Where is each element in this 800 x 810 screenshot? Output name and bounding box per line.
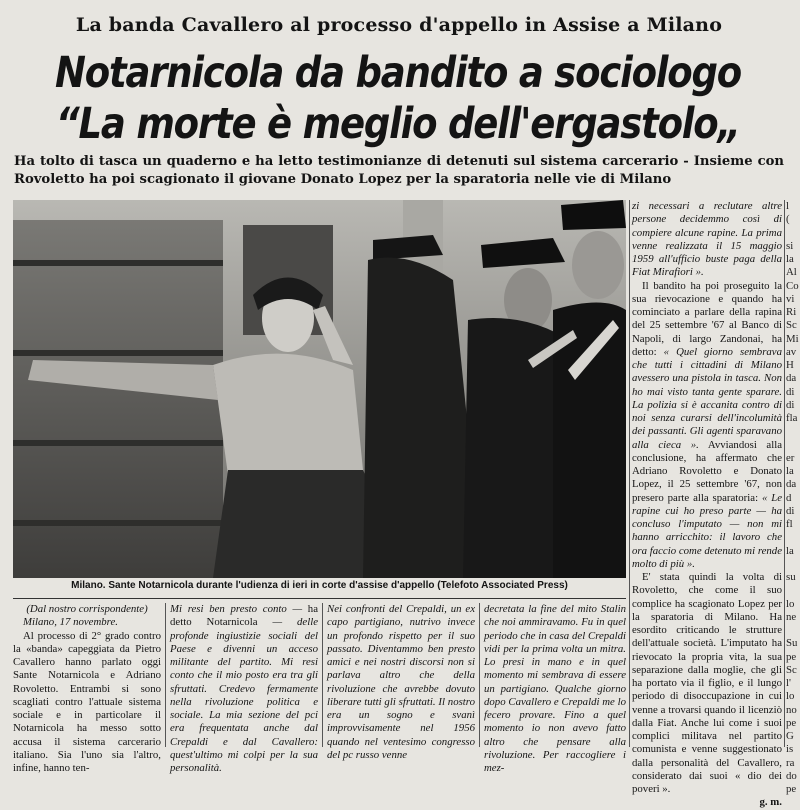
edge-text-fragment: ( xyxy=(786,213,790,226)
author-signature: g. m. xyxy=(759,796,782,809)
byline: (Dal nostro corrispondente) xyxy=(26,603,148,615)
narrative-text: Il bandito ha poi proseguito la sua rievocazione e quando ha cominciato a parlare della rapina del 25 settembre '67 al Banco di Napoli, di largo Zandonai, ha detto: xyxy=(632,279,782,358)
edge-text-fragment: pe xyxy=(786,716,797,729)
quote-text: « Le rapine cui ho preso parte — ha concluso l'imputato — non mi hanno arricchito: il lavoro che ora faccio come detenuto mi rende molto di più ». xyxy=(632,491,782,570)
edge-text-fragment xyxy=(786,425,800,438)
caption-divider xyxy=(13,598,626,599)
edge-text-fragment: fl xyxy=(786,518,793,530)
edge-text-fragment: di xyxy=(786,504,795,517)
edge-text-fragment: pe xyxy=(786,783,797,795)
edge-text-fragment: is xyxy=(786,743,794,756)
edge-text-fragment: no xyxy=(786,703,797,716)
edge-text-fragment: l' xyxy=(786,677,791,689)
photo-caption: Milano. Sante Notarnicola durante l'udienza di ieri in corte d'assise d'appello (Telefoto Associated Press) xyxy=(71,580,568,591)
edge-text-fragment: da xyxy=(786,372,797,385)
edge-text-fragment: la xyxy=(786,465,794,477)
edge-text-fragment xyxy=(786,584,800,597)
edge-text-fragment: Al xyxy=(786,266,797,279)
column-rule xyxy=(479,603,480,747)
column-text xyxy=(632,280,782,572)
main-headline-line-2: “La morte è meglio dell'ergastolo„ xyxy=(55,98,741,149)
edge-text-fragment xyxy=(786,439,800,452)
column-rule xyxy=(322,603,323,747)
column-text: Nei confronti del Crepaldi, un ex capo partigiano, nutrivo invece un profondo rispetto per il suo passato. Diventammo ben presto amici e nei nostri discorsi non si parlava altro che della rivoluzione che avrebbe dovuto liberare tutti gli sfruttati. Il nostro era un sogno e svanì improvvisamente nel 1956 quando nel ventesimo congresso del pc russo venne xyxy=(327,603,475,761)
deck-subheadline: Ha tolto di tasca un quaderno e ha letto testimonianze di detenuti sul sistema carcerario - Insieme con Rovoletto ha poi scagionato il giovane Donato Lopez per la sparatoria nelle vie di Milano xyxy=(14,154,784,187)
edge-text-fragment: di xyxy=(786,385,795,398)
edge-text-fragment xyxy=(786,227,800,240)
edge-text-fragment: su xyxy=(786,571,796,583)
edge-text-fragment: l xyxy=(786,200,789,212)
edge-text-fragment: fla xyxy=(786,412,798,424)
article-column-1 xyxy=(13,603,161,774)
edge-text-fragment: er xyxy=(786,451,795,464)
edge-text-fragment: ne xyxy=(786,610,797,623)
edge-text-fragment: Sc xyxy=(786,663,797,676)
column-text: decretata la fine del mito Stalin che noi ammiravamo. Fu in quel periodo che in casa del Crepaldi vidi per la prima volta un mitra. Lo presi in mano e in quel momento mi sembrava di essere un partigiano. Qualche giorno dopo Cavallero e Crepaldi me lo fecero provare. Fino a quel momento io non avevo fatto altro che pensare alla rivoluzione. Per raccogliere i mez- xyxy=(484,603,626,774)
edge-text-fragment: di xyxy=(786,398,795,411)
edge-text-fragment: la xyxy=(786,544,794,557)
article-column-4 xyxy=(484,603,626,774)
edge-text-fragment: la xyxy=(786,253,794,265)
edge-text-fragment: av xyxy=(786,345,797,358)
edge-text-fragment: H xyxy=(786,359,794,371)
edge-text-fragment xyxy=(786,558,800,571)
column-rule xyxy=(165,603,166,747)
edge-text-fragment: vi xyxy=(786,292,795,305)
column-rule xyxy=(629,200,630,747)
edge-text-fragment: ra xyxy=(786,756,795,769)
edge-text-fragment xyxy=(786,624,800,637)
narrative-text: Avviandosi alla conclusione, ha affermato che Adriano Rovoletto e Donato Lopez, il 25 settembre '67, non presero parte alla sparatoria: xyxy=(632,438,782,504)
edge-text-fragment: da xyxy=(786,478,797,491)
edge-text-fragment: d xyxy=(786,491,792,504)
article-column-5 xyxy=(632,200,782,809)
news-photo xyxy=(13,200,626,578)
article-column-2 xyxy=(170,603,318,774)
edge-text-fragment: Mi xyxy=(786,332,799,345)
dateline: Milano, 17 novembre. xyxy=(23,616,118,629)
column-text: Al processo di 2° grado contro la «banda» capeggiata da Pietro Cavallero hanno parlato oggi Sante Notarnicola e Adriano Rovoletto. Entrambi si sono scagliati contro l'attuale sistema sociale e in particolare il Notarnicola ha messo sotto accusa il sistema carcerario italiano. Sia l'uno sia l'altro, infine, hanno ten- xyxy=(13,629,161,774)
quote-text: Mi resi ben presto conto — xyxy=(170,603,308,615)
edge-text-fragment: si xyxy=(786,239,794,252)
column-text: E' stata quindi la volta di Rovoletto, che come il suo complice ha scagionato Lopez per la sparatoria di Milano. Ha esordito criticando le strutture dell'attuale società. L'imputato ha rievocato la propria vita, la sua separazione dalla moglie, che gli ha portato via il figlio, e il lungo periodo di disoccupazione in cui venne a trovarsi quando il licenziò dalla Fiat. Anche lui come i suoi complici militava nel partito comunista e venne suggestionato dalla personalità del Cavallero, considerato dai suoi « dio dei poveri ». xyxy=(632,571,782,795)
adjacent-article-fragment xyxy=(786,200,800,795)
edge-text-fragment: Su xyxy=(786,637,798,650)
quote-text: — delle profonde ingiustizie sociali del Paese e divenni un acceso militante del partito. Mi resi conto che il mio posto era tra gli sfruttati. Credevo fermamente nella rivoluzione politica e sociale. La mia sezione del pci era frequentata anche dal Crepaldi e dal Cavallero: quest'ultimo mi colpi per la sua personalità. xyxy=(170,616,318,774)
kicker-headline: La banda Cavallero al processo d'appello in Assise a Milano xyxy=(75,14,723,36)
courtroom-photo-illustration xyxy=(13,200,626,578)
edge-text-fragment: Ri xyxy=(786,306,797,318)
main-headline-line-1: Notarnicola da bandito a sociologo xyxy=(54,47,741,98)
article-column-3 xyxy=(327,603,475,761)
edge-text-fragment: pe xyxy=(786,650,797,663)
attribution-text: ha detto Notarnicola xyxy=(170,603,318,629)
edge-text-fragment: lo xyxy=(786,690,795,703)
edge-text-fragment xyxy=(786,531,800,544)
edge-text-fragment: lo xyxy=(786,597,795,610)
column-text xyxy=(170,603,318,775)
column-rule xyxy=(784,200,785,747)
edge-text-fragment: Co xyxy=(786,279,799,292)
edge-text-fragment: G xyxy=(786,730,794,742)
column-text: zi necessari a reclutare altre persone decidemmo così di compiere alcune rapine. La prima venne realizzata il 15 maggio 1959 all'ufficio buste paga della Fiat Mirafiori ». xyxy=(632,200,782,279)
edge-text-fragment: do xyxy=(786,769,797,782)
quote-text: « Quel giorno sembrava che tutti i cittadini di Milano avessero una pistola in tasca. Non ho mai visto tanta gente sparare. La polizia si è accanita contro di noi senza curarsi dell'incolumità dei passanti. Gli agenti sparavano alla cieca ». xyxy=(632,345,782,451)
edge-text-fragment: Sc xyxy=(786,319,797,332)
